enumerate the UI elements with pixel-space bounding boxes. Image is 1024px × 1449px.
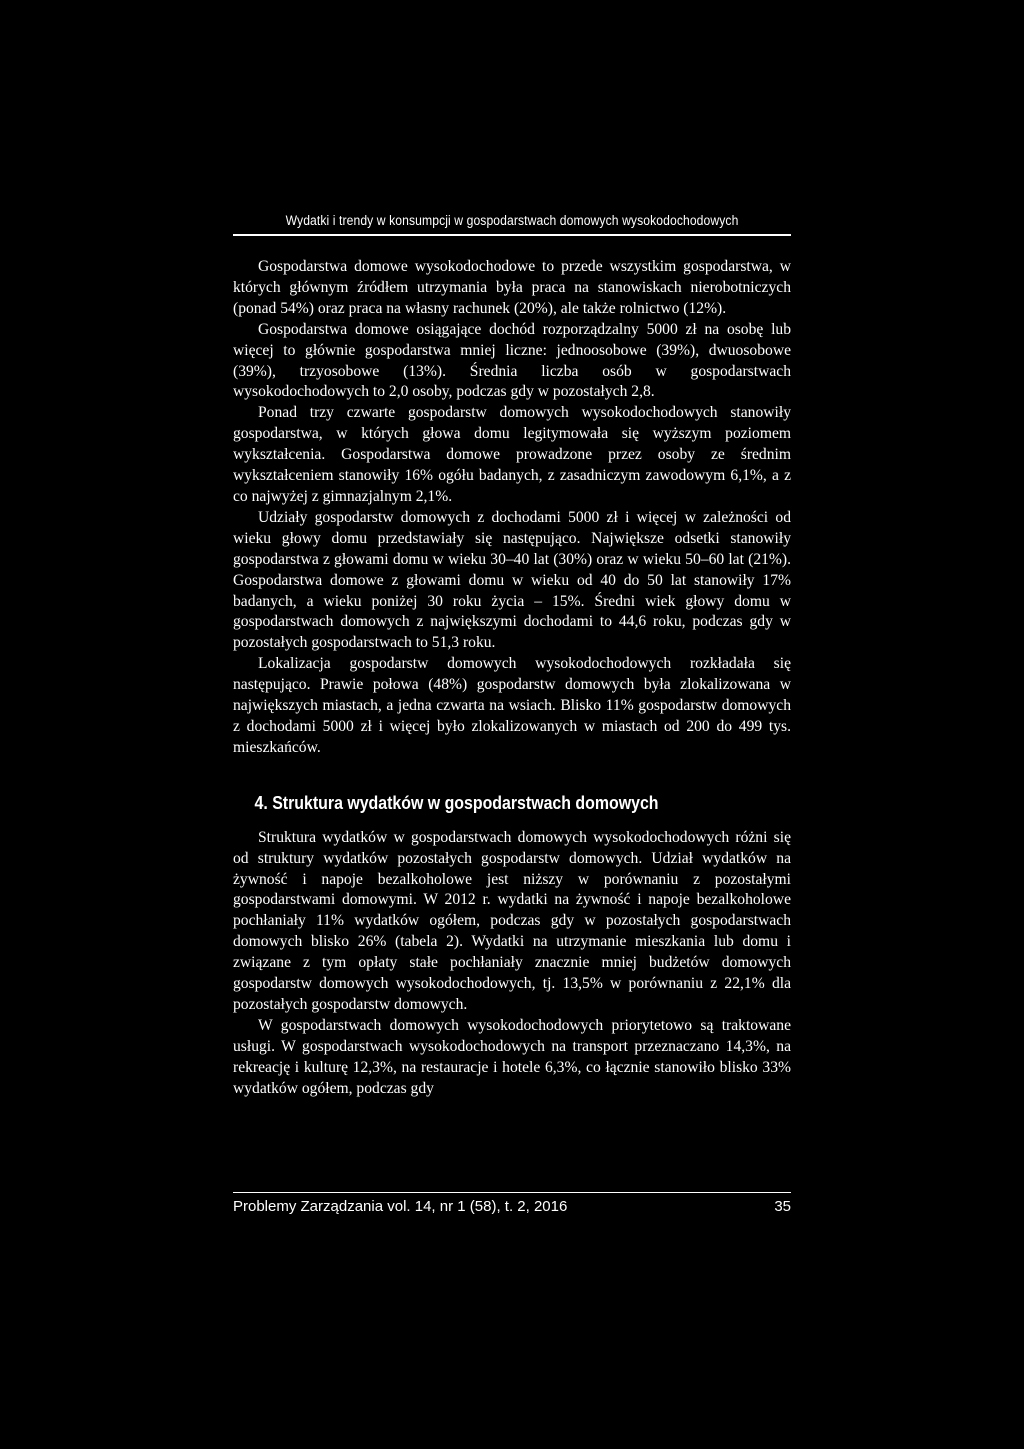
paragraph: Gospodarstwa domowe wysokodochodowe to przede wszystkim gospodarstwa, w których głównym źródłem utrzymania była praca na stanowiskach nierobotniczych (ponad 54%) oraz praca na własny rachunek (20%), ale także rolnictwo (12%). [233,258,791,317]
page [233,0,791,1449]
paragraph: W gospodarstwach domowych wysokodochodowych priorytetowo są traktowane usługi. W gospodarstwach wysokodochodowych na transport przeznaczano 14,3%, na rekreację i kulturę 12,3%, na restauracje i hotele 6,3%, co łącznie stanowiło blisko 33% wydatków ogółem, podczas gdy [233,1016,791,1097]
header-rule [233,234,791,236]
footer-rule [233,1192,791,1193]
paragraph: Udziały gospodarstw domowych z dochodami 5000 zł i więcej w zależności od wieku głowy domu przedstawiały się następująco. Największe odsetki stanowiły gospodarstwa z głowami domu w wieku 30–40 lat (30%) oraz w wieku 50–60 lat (21%). Gospodarstwa domowe z głowami domu w wieku od 40 do 50 lat stanowiły 17% badanych, a wieku poniżej 30 roku życia – 15%. Średni wiek głowy domu w gospodarstwach domowych z największymi dochodami to 44,6 roku, podczas gdy w pozostałych gospodarstwach to 51,3 roku. [233,508,791,652]
running-header: Wydatki i trendy w konsumpcji w gospodarstwach domowych wysokodochodowych [285,213,739,228]
section-heading: 4. Struktura wydatków w gospodarstwach domowych [254,791,659,813]
paragraph: Struktura wydatków w gospodarstwach domowych wysokodochodowych różni się od struktury wydatków pozostałych gospodarstw domowych. Udział wydatków na żywność i napoje bezalkoholowe jest niższy w porównaniu z pozostałymi gospodarstwami domowymi. W 2012 r. wydatki na żywność i napoje bezalkoholowe pochłaniały 11% wydatków ogółem, podczas gdy w pozostałych gospodarstwach domowych blisko 26% (tabela 2). Wydatki na utrzymanie mieszkania lub domu i związane z tym opłaty stałe pochłaniały znacznie mniej budżetów domowych gospodarstw domowych wysokodochodowych, tj. 13,5% w porównaniu z 22,1% dla pozostałych gospodarstw domowych. [233,828,791,1013]
journal-citation: Problemy Zarządzania vol. 14, nr 1 (58), t. 2, 2016 [233,1198,568,1215]
body-text [233,257,791,1100]
paragraph: Gospodarstwa domowe osiągające dochód rozporządzalny 5000 zł na osobę lub więcej to głównie gospodarstwa mniej liczne: jednoosobowe (39%), dwuosobowe (39%), trzyosobowe (13%). Średnia liczba osób w gospodarstwach wysokodochodowych to 2,0 osoby, podczas gdy w pozostałych 2,8. [233,320,791,401]
footer [233,1198,791,1215]
page-number: 35 [774,1198,791,1215]
paragraph: Ponad trzy czwarte gospodarstw domowych wysokodochodowych stanowiły gospodarstwa, w których głowa domu legitymowała się wyższym poziomem wykształcenia. Gospodarstwa domowe prowadzone przez osoby ze średnim wykształceniem stanowiły 16% ogółu badanych, z zasadniczym zawodowym 6,1%, a z co najwyżej z gimnazjalnym 2,1%. [233,404,791,505]
paragraph: Lokalizacja gospodarstw domowych wysokodochodowych rozkładała się następująco. Prawie połowa (48%) gospodarstw domowych była zlokalizowana w największych miastach, a jedna czwarta na wsiach. Blisko 11% gospodarstw domowych z dochodami 5000 zł i więcej było zlokalizowanych w miastach od 200 do 499 tys. mieszkańców. [233,655,791,756]
